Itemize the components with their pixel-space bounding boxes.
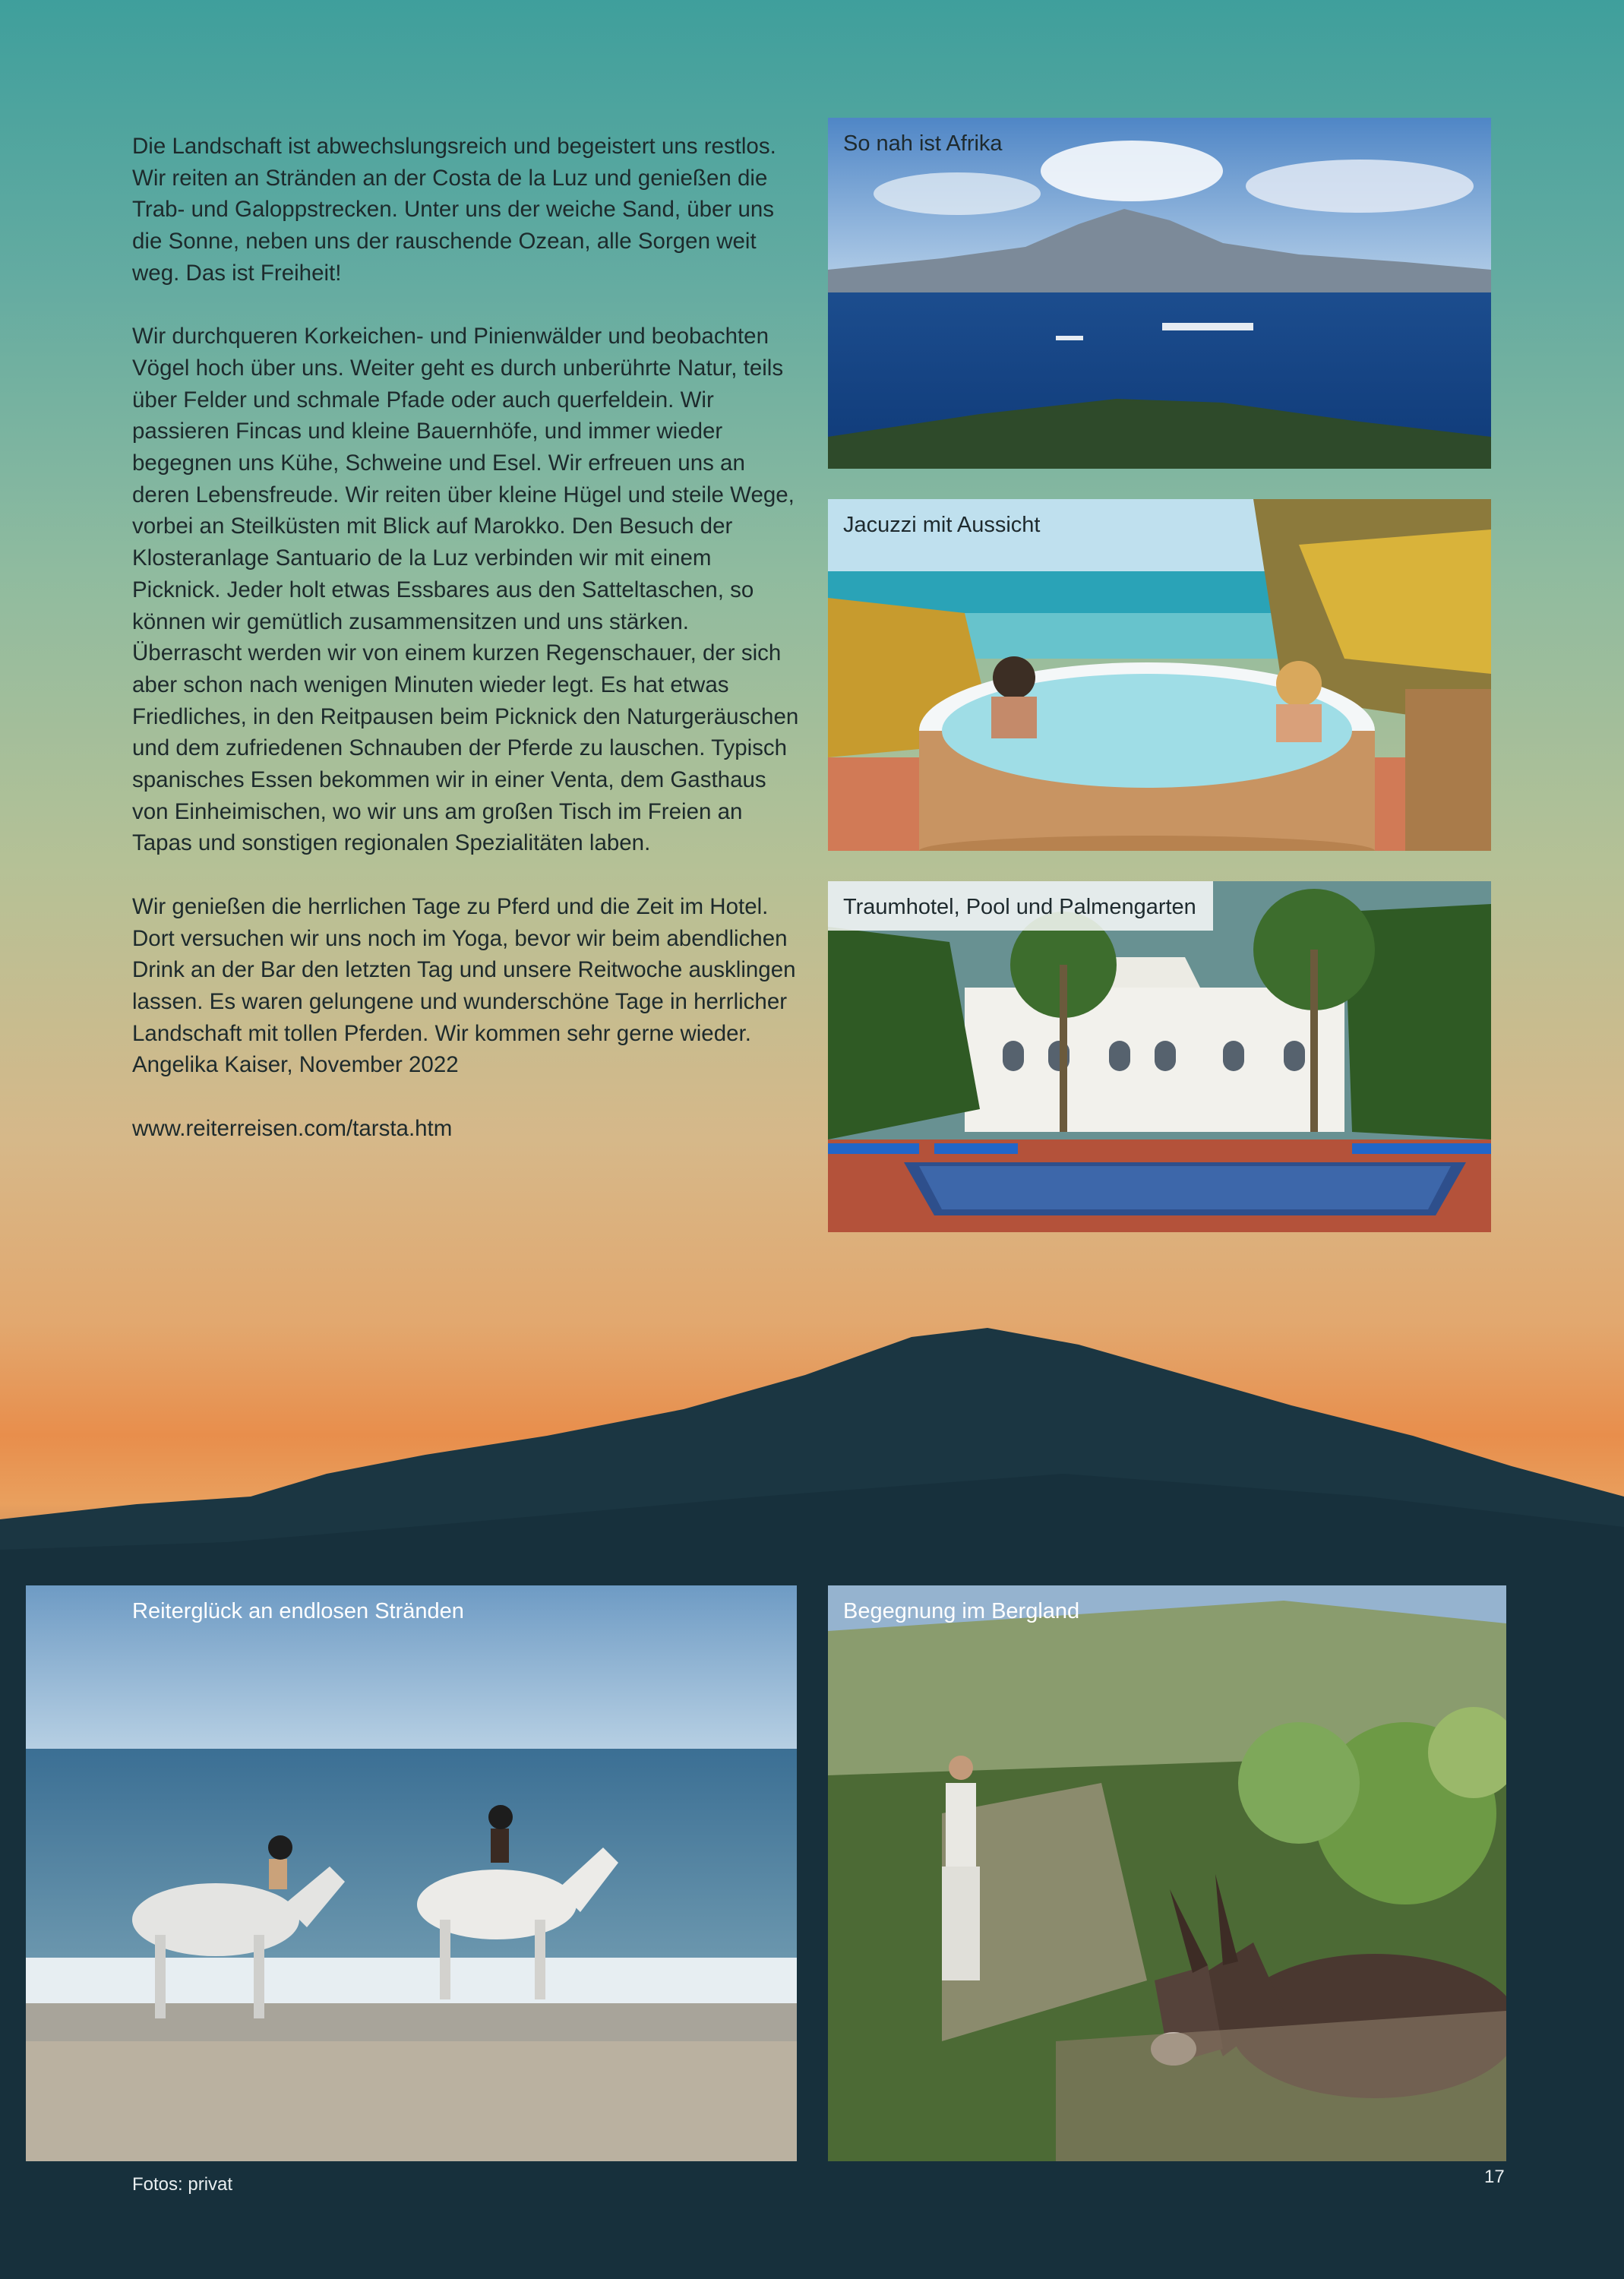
beach-riders-image	[26, 1585, 797, 2161]
photo-beach-riders	[26, 1585, 797, 2161]
paragraph-nature: Wir durchqueren Korkeichen- und Pinienwälder und beobachten Vögel hoch über uns. Weiter geht es durch unberührte Natur, teils über Felder und schmale Pfade oder auch querfeldein. Wir passieren Fincas und kleine Bauernhöfe, und immer wieder begegnen uns Kühe, Schweine und Esel. Wir erfreuen uns an deren Lebensfreude. Wir reiten über kleine Hügel und steile Wege, vorbei an Steilküsten mit Blick auf Marokko. Den Besuch der Klosteranlage Santuario de la Luz verbinden wir mit einem Picknick. Jeder holt etwas Essbares aus den Satteltaschen, so können wir gemütlich zusammensitzen und uns stärken. Überrascht werden wir von einem kurzen Regenschauer, der sich aber schon nach wenigen Minuten wieder legt. Es hat etwas Friedliches, in den Reitpausen beim Picknick den Naturgeräuschen und dem zufriedenen Schnauben der Pferde zu lauschen. Typisch spanisches Essen bekommen wir in einer Venta, dem Gasthaus von Einheimischen, wo wir uns am großen Tisch im Freien an Tapas und sonstigen regionalen Spezialitäten laben.	[132, 324, 799, 856]
photo-bergland	[828, 1585, 1506, 2161]
photo-hotel	[828, 881, 1491, 1232]
caption-afrika: So nah ist Afrika	[843, 131, 1003, 156]
paragraph-hotel: Wir genießen die herrlichen Tage zu Pferd und die Zeit im Hotel. Dort versuchen wir uns noch im Yoga, bevor wir beim abendlichen Drink an der Bar den letzten Tag und unsere Reitwoche ausklingen lassen. Es waren gelungene und wunderschöne Tage in herrlicher Landschaft mit tollen Pferden. Wir kommen sehr gerne wieder.	[132, 893, 796, 1046]
caption-bergland: Begegnung im Bergland	[843, 1599, 1080, 1623]
photo-jacuzzi	[828, 499, 1491, 851]
hotel-image	[828, 881, 1491, 1232]
afrika-image	[828, 118, 1491, 469]
caption-hotel: Traumhotel, Pool und Palmengarten	[828, 881, 1213, 931]
author-signature: Angelika Kaiser, November 2022	[132, 1052, 459, 1078]
paragraph-landscape: Die Landschaft ist abwechslungsreich und begeistert uns restlos. Wir reiten an Stränden an der Costa de la Luz und genießen die Trab- und Galoppstrecken. Unter uns der weiche Sand, über uns die Sonne, neben uns der rauschende Ozean, alle Sorgen weit weg. Das ist Freiheit!	[132, 134, 776, 286]
caption-jacuzzi: Jacuzzi mit Aussicht	[843, 513, 1041, 537]
article-text	[132, 131, 801, 1144]
website-link[interactable]: www.reiterreisen.com/tarsta.htm	[132, 1115, 453, 1141]
page-number: 17	[1484, 2167, 1505, 2187]
photo-credit: Fotos: privat	[132, 2174, 233, 2195]
jacuzzi-image	[828, 499, 1491, 851]
caption-beach: Reiterglück an endlosen Stränden	[132, 1599, 464, 1623]
photo-afrika	[828, 118, 1491, 469]
bergland-image	[828, 1585, 1506, 2161]
